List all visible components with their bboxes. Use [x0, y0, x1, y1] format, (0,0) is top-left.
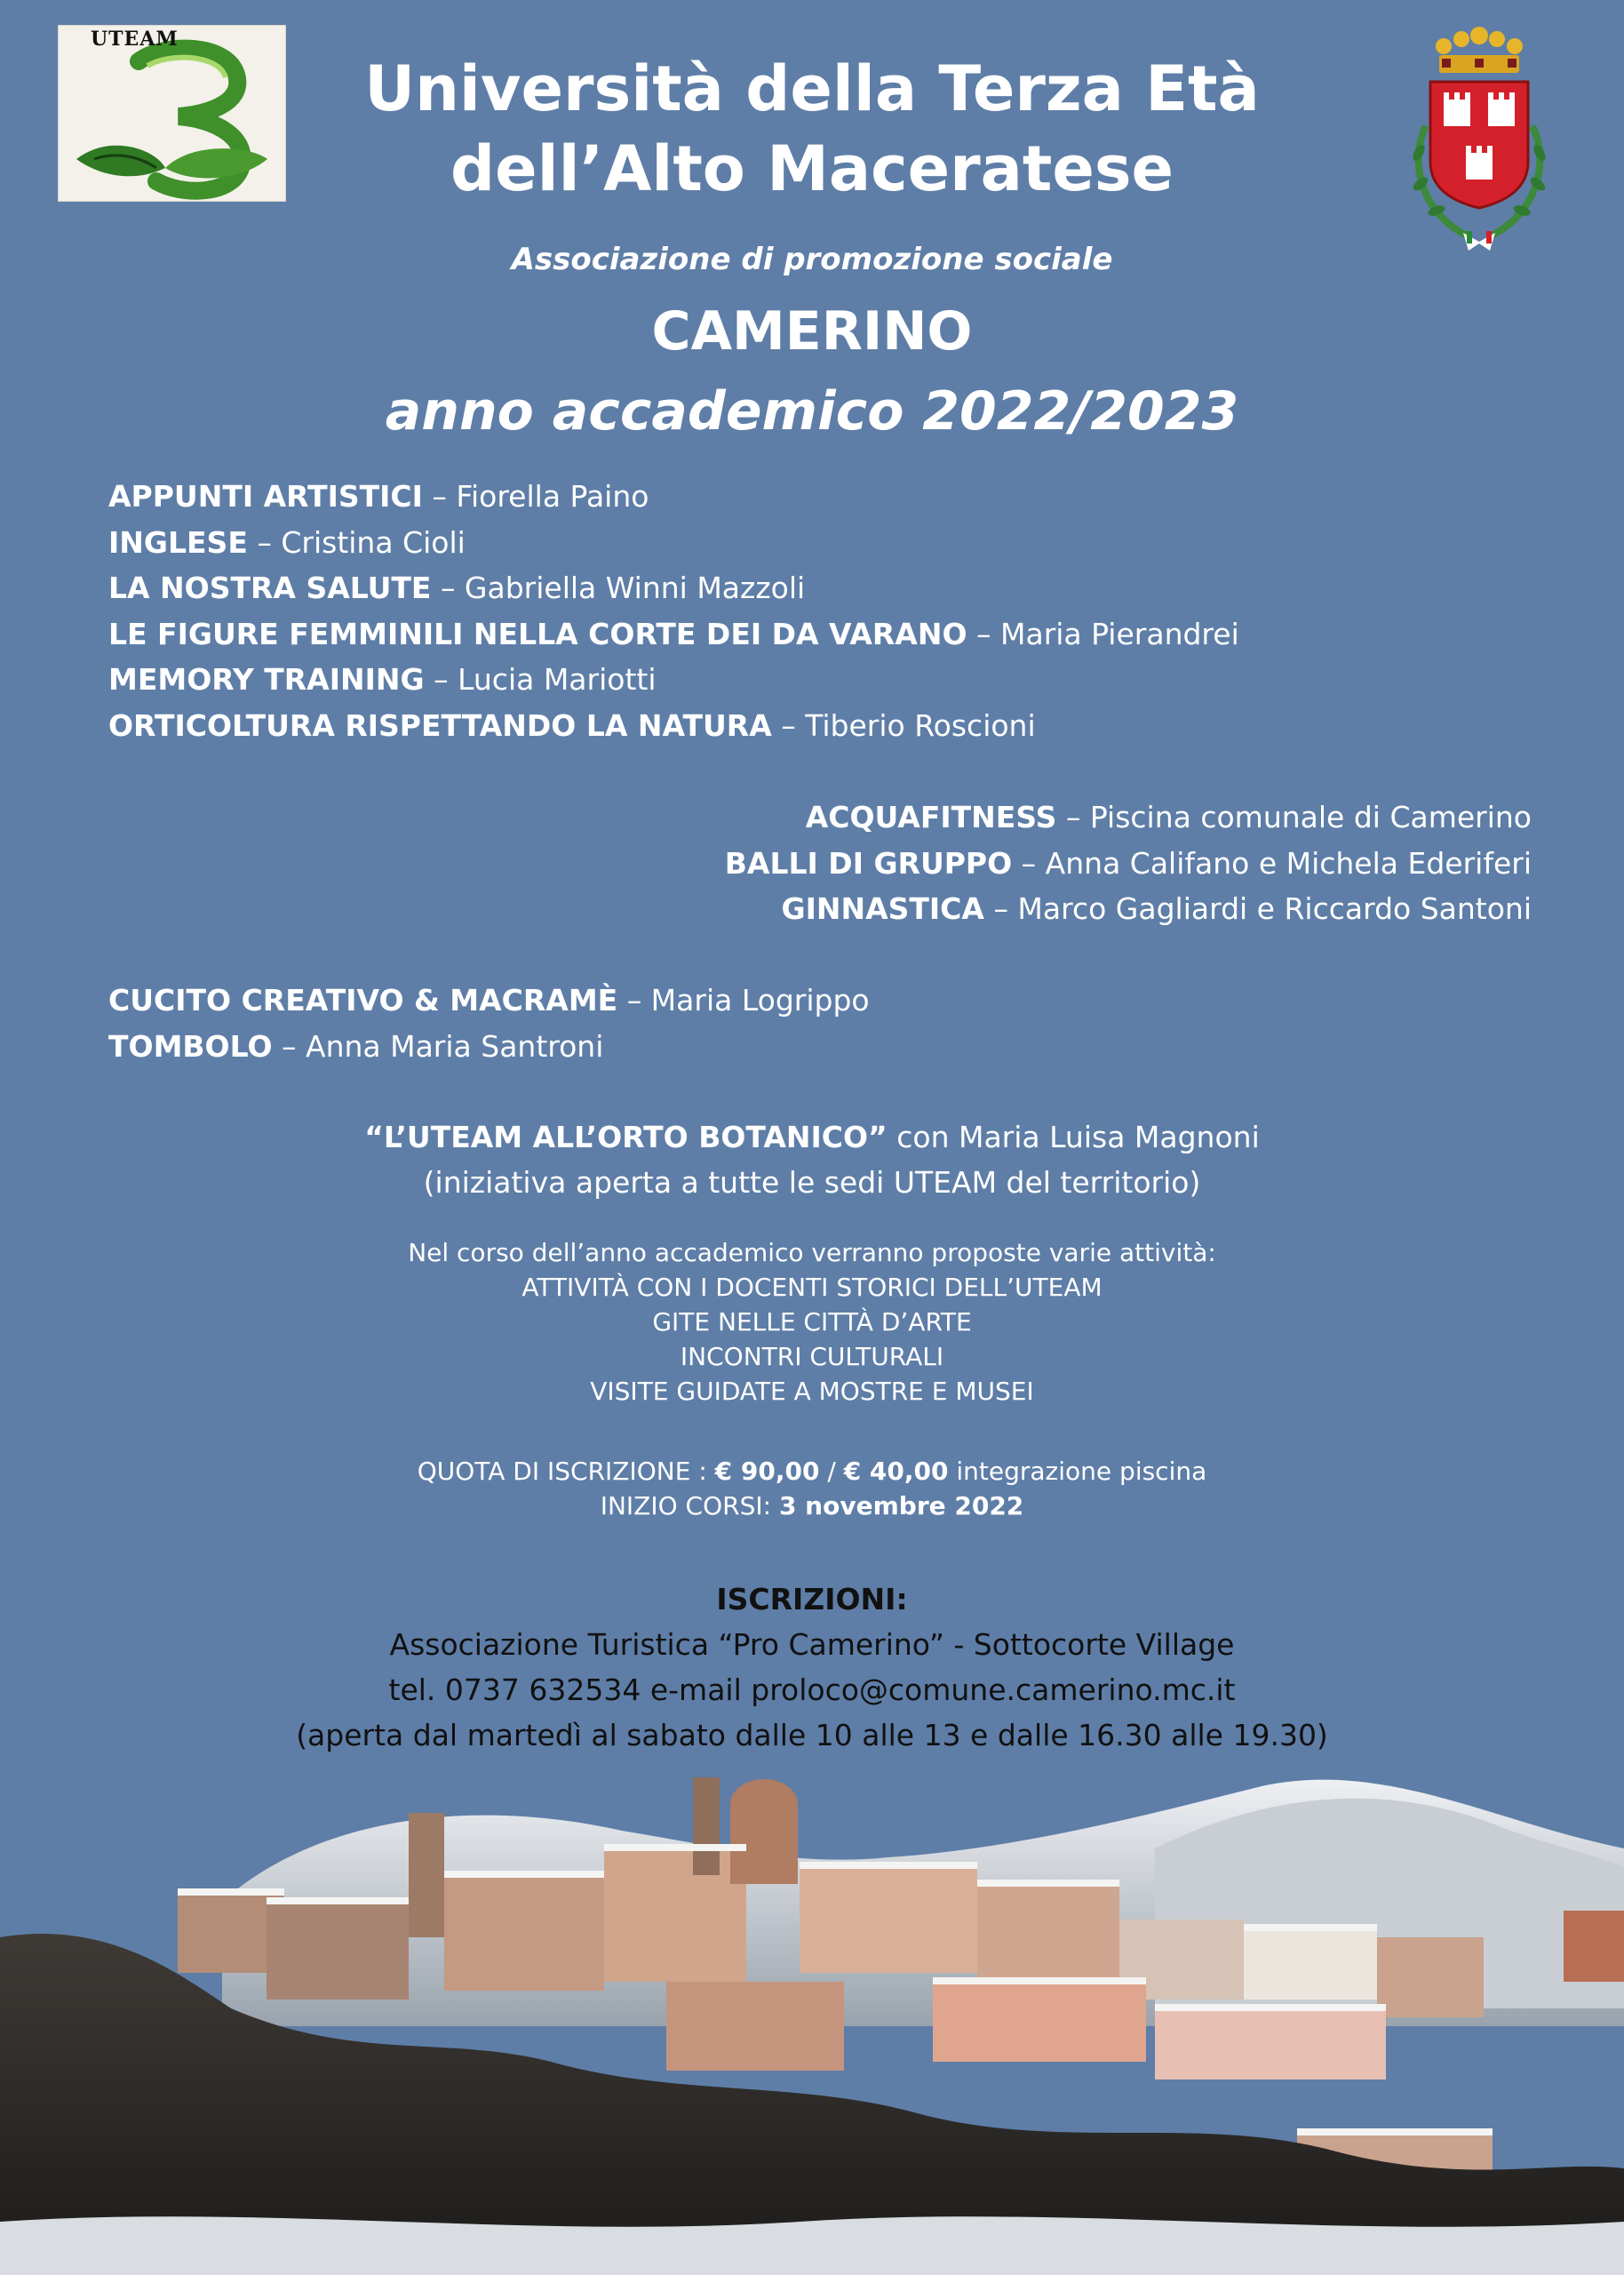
course-name: GINNASTICA — [781, 891, 984, 926]
course-item — [725, 794, 1532, 841]
start-date: 3 novembre 2022 — [778, 1491, 1024, 1521]
course-teacher: – Piscina comunale di Camerino — [1056, 800, 1532, 834]
activities-intro: Nel corso dell’anno accademico verranno proposte varie attività: — [408, 1238, 1216, 1267]
course-item — [108, 657, 1239, 703]
fee-separator: / — [819, 1457, 844, 1486]
course-teacher: – Maria Pierandrei — [967, 616, 1239, 651]
fee-amount-main: € 90,00 — [714, 1457, 820, 1486]
course-teacher: – Lucia Mariotti — [424, 662, 657, 697]
course-teacher: – Gabriella Winni Mazzoli — [431, 571, 806, 605]
special-with: con Maria Luisa Magnoni — [887, 1120, 1260, 1154]
special-title: “L’UTEAM ALL’ORTO BOTANICO” — [364, 1120, 888, 1154]
camerino-landscape-image — [0, 1742, 1624, 2275]
special-initiative — [0, 1114, 1624, 1205]
enrollment-block — [0, 1577, 1624, 1758]
course-teacher: – Anna Maria Santroni — [272, 1028, 604, 1064]
enrollment-hours: (aperta dal martedì al sabato dalle 10 alle 13 e dalle 16.30 alle 19.30) — [296, 1718, 1328, 1752]
course-teacher: – Fiorella Paino — [422, 479, 649, 514]
course-item — [108, 703, 1239, 749]
page-title-line2: dell’Alto Maceratese — [450, 132, 1174, 205]
course-list-b — [725, 794, 1532, 932]
course-name: APPUNTI ARTISTICI — [108, 479, 423, 514]
course-item — [108, 1024, 870, 1070]
enrollment-heading: ISCRIZIONI: — [716, 1582, 908, 1616]
start-label: INIZIO CORSI: — [600, 1491, 779, 1521]
fee-suffix: integrazione piscina — [948, 1457, 1207, 1486]
logo-text: UTEAM — [91, 28, 179, 51]
fee-line — [0, 1454, 1624, 1489]
enrollment-office: Associazione Turistica “Pro Camerino” - Sottocorte Village — [389, 1627, 1235, 1662]
association-subtitle: Associazione di promozione sociale — [511, 242, 1113, 277]
page-title-line1: Università della Terza Età — [364, 52, 1260, 125]
activity-item: VISITE GUIDATE A MOSTRE E MUSEI — [590, 1377, 1034, 1406]
activity-item: GITE NELLE CITTÀ D’ARTE — [652, 1307, 972, 1337]
course-name: MEMORY TRAINING — [108, 662, 425, 697]
course-name: CUCITO CREATIVO & MACRAMÈ — [108, 983, 618, 1018]
course-item — [108, 474, 1239, 520]
course-item — [108, 978, 870, 1024]
course-list-c — [108, 978, 870, 1069]
course-item — [725, 841, 1532, 887]
course-list-a — [108, 474, 1239, 748]
fee-label: QUOTA DI ISCRIZIONE : — [417, 1457, 715, 1486]
course-name: ACQUAFITNESS — [805, 800, 1057, 834]
fees-block — [0, 1454, 1624, 1523]
course-teacher: – Anna Califano e Michela Ederiferi — [1012, 845, 1532, 881]
course-teacher: – Cristina Cioli — [247, 524, 466, 560]
fee-amount-pool: € 40,00 — [843, 1457, 949, 1486]
course-name: BALLI DI GRUPPO — [724, 845, 1013, 881]
activity-item: ATTIVITÀ CON I DOCENTI STORICI DELL’UTEAM — [521, 1273, 1103, 1302]
course-item — [725, 886, 1532, 932]
special-note: (iniziativa aperta a tutte le sedi UTEAM del territorio) — [423, 1165, 1201, 1200]
course-name: LA NOSTRA SALUTE — [108, 571, 432, 605]
course-name: INGLESE — [108, 524, 248, 560]
start-line — [0, 1489, 1624, 1523]
enrollment-contacts: tel. 0737 632534 e-mail proloco@comune.camerino.mc.it — [388, 1672, 1236, 1707]
course-name: ORTICOLTURA RISPETTANDO LA NATURA — [108, 707, 772, 743]
course-teacher: – Marco Gagliardi e Riccardo Santoni — [983, 891, 1532, 926]
course-name: TOMBOLO — [108, 1028, 273, 1064]
activity-item: INCONTRI CULTURALI — [680, 1342, 944, 1371]
city-heading: CAMERINO — [651, 300, 973, 363]
course-item — [108, 565, 1239, 611]
course-teacher: – Maria Logrippo — [617, 983, 870, 1018]
academic-year-heading: anno accademico 2022/2023 — [385, 380, 1239, 443]
course-item — [108, 611, 1239, 658]
course-name: LE FIGURE FEMMINILI NELLA CORTE DEI DA VARANO — [108, 616, 967, 651]
course-teacher: – Tiberio Roscioni — [771, 707, 1036, 743]
activities-block — [0, 1235, 1624, 1409]
course-item — [108, 520, 1239, 566]
